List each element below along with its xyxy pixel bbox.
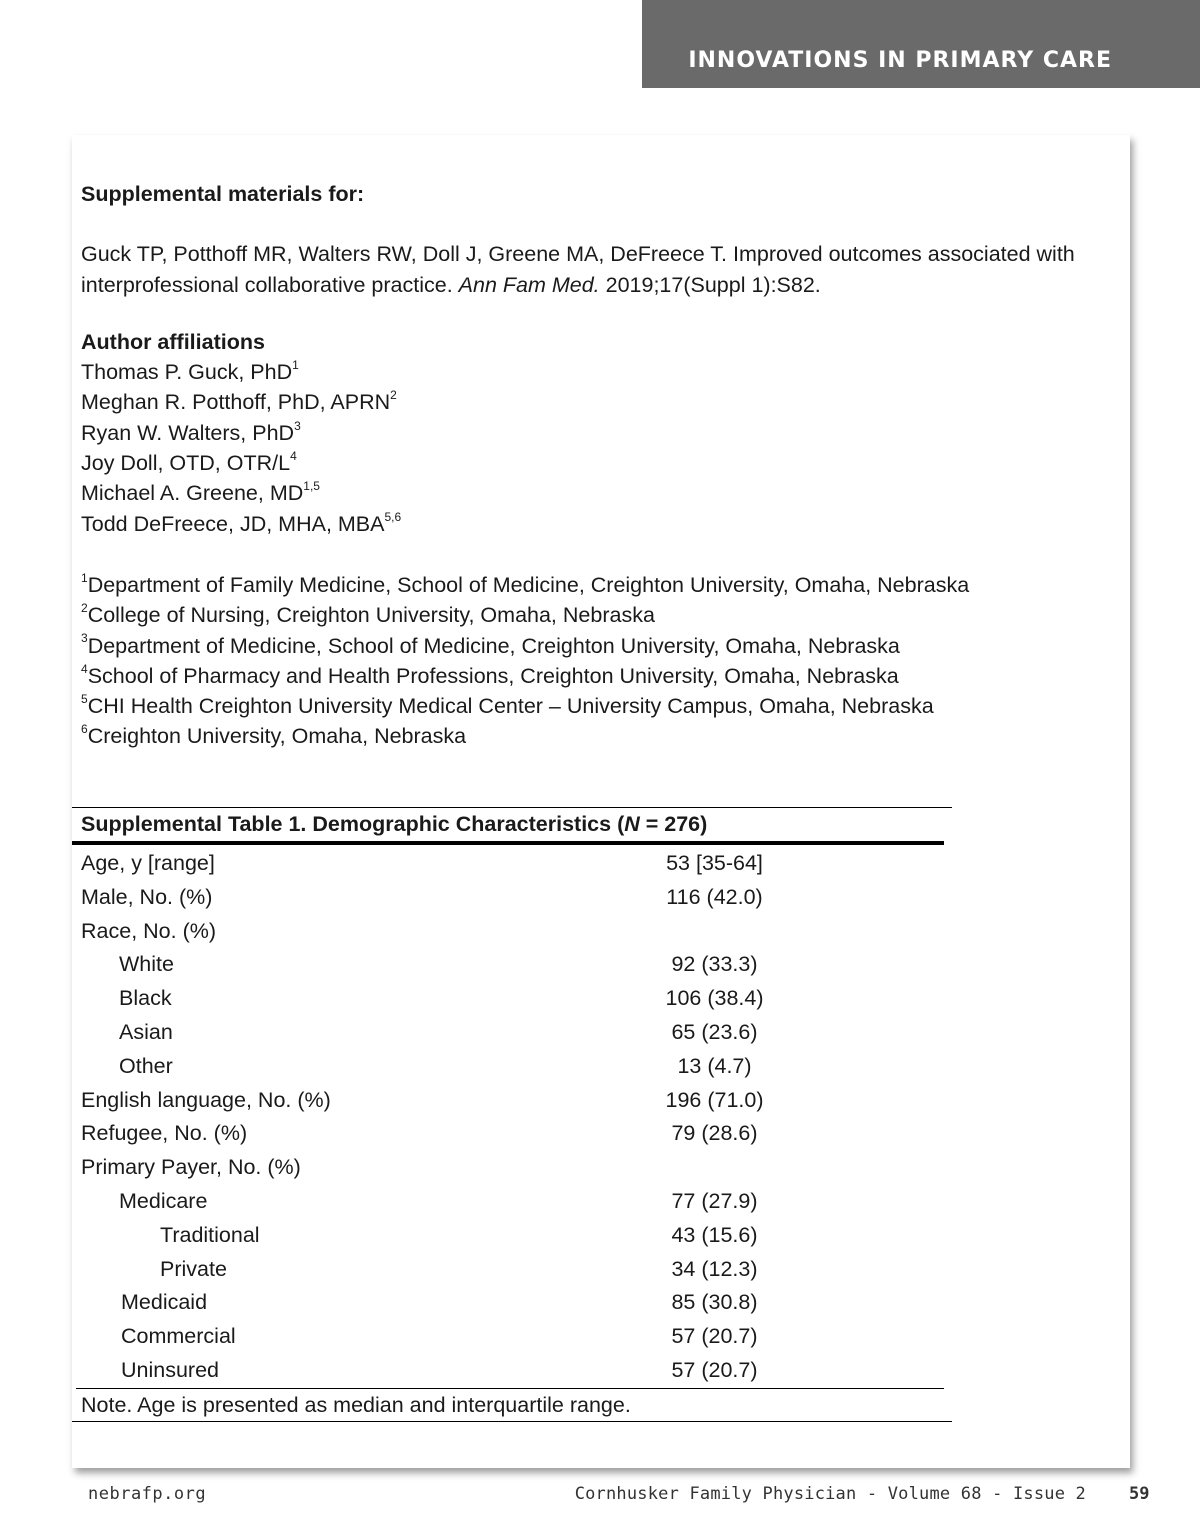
row-label: Private	[160, 1256, 227, 1281]
table-row	[72, 1016, 952, 1050]
row-value: 196 (71.0)	[665, 1087, 764, 1112]
author-line	[81, 448, 1126, 478]
author-name: Michael A. Greene, MD	[81, 481, 304, 506]
row-label: English language, No. (%)	[81, 1087, 331, 1112]
row-value: 116 (42.0)	[666, 884, 763, 909]
table-row	[72, 948, 952, 982]
supplement-heading: Supplemental materials for:	[81, 182, 365, 206]
affiliation-line	[81, 600, 1126, 630]
row-value: 57 (20.7)	[671, 1357, 758, 1382]
row-value: 34 (12.3)	[671, 1256, 758, 1281]
row-value: 53 [35-64]	[666, 851, 763, 875]
row-label: White	[119, 952, 174, 977]
affiliation-number: 6	[81, 722, 88, 737]
table-row	[72, 1050, 952, 1084]
row-label: Other	[119, 1053, 173, 1078]
table-row	[72, 1151, 952, 1185]
row-value: 43 (15.6)	[671, 1222, 758, 1247]
author-affiliation-marker: 5,6	[384, 509, 402, 524]
row-label: Age, y [range]	[81, 851, 215, 875]
author-affiliation-marker: 4	[290, 448, 297, 463]
section-banner	[642, 0, 1200, 88]
table-row	[72, 1219, 952, 1253]
row-value: 92 (33.3)	[671, 952, 758, 977]
footer-publication: Cornhusker Family Physician - Volume 68 - Issue 2	[574, 1484, 1086, 1504]
demographics-table	[72, 807, 952, 1422]
footer-site: nebrafp.org	[88, 1484, 207, 1504]
author-line	[81, 357, 1126, 387]
table-title-n: N	[624, 812, 640, 836]
author-name: Todd DeFreece, JD, MHA, MBA	[81, 511, 385, 536]
table-row	[72, 1253, 952, 1287]
affiliation-line	[81, 631, 1126, 661]
affiliation-text: Department of Family Medicine, School of Medicine, Creighton University, Omaha, Nebraska	[87, 572, 970, 597]
citation-journal: Ann Fam Med.	[458, 272, 600, 297]
table-body	[72, 845, 952, 1388]
affiliation-line	[81, 691, 1126, 721]
row-label: Race, No. (%)	[81, 918, 217, 943]
table-row	[72, 982, 952, 1016]
author-line	[81, 509, 1126, 539]
author-name: Meghan R. Potthoff, PhD, APRN	[81, 390, 391, 415]
row-label: Uninsured	[121, 1357, 219, 1382]
affiliation-text: School of Pharmacy and Health Professions, Creighton University, Omaha, Nebraska	[87, 663, 899, 688]
affiliation-number: 5	[81, 692, 88, 706]
author-affiliation-marker: 1,5	[303, 479, 320, 494]
table-row	[72, 1185, 952, 1219]
affiliation-text: College of Nursing, Creighton University, Omaha, Nebraska	[87, 603, 655, 628]
table-row	[72, 847, 952, 881]
section-title: INNOVATIONS IN PRIMARY CARE	[688, 48, 1112, 73]
table-note: Note. Age is presented as median and interquartile range.	[81, 1392, 631, 1417]
author-affiliation-marker: 1	[292, 358, 299, 373]
row-label: Commercial	[121, 1324, 236, 1349]
row-label: Traditional	[160, 1222, 260, 1247]
affiliation-line	[81, 721, 1126, 751]
table-row	[72, 915, 952, 949]
author-line	[81, 418, 1126, 448]
affiliation-text: Creighton University, Omaha, Nebraska	[87, 724, 467, 749]
row-label: Asian	[119, 1019, 173, 1044]
author-line	[81, 387, 1126, 417]
page-number: 59	[1129, 1484, 1150, 1504]
table-row	[72, 1286, 952, 1320]
affiliation-line	[81, 570, 1126, 600]
affiliation-line	[81, 661, 1126, 691]
row-value: 57 (20.7)	[671, 1324, 758, 1349]
table-row	[72, 1320, 952, 1354]
affiliation-text: CHI Health Creighton University Medical Center – University Campus, Omaha, Nebraska	[87, 694, 934, 719]
citation-tail: 2019;17(Suppl 1):S82.	[599, 272, 821, 297]
affiliation-number: 1	[81, 570, 88, 585]
row-value: 65 (23.6)	[671, 1019, 758, 1044]
table-title-prefix: Supplemental Table 1. Demographic Characteristics (	[81, 812, 625, 836]
row-label: Medicaid	[121, 1290, 208, 1315]
author-name: Joy Doll, OTD, OTR/L	[81, 451, 291, 476]
author-affiliation-marker: 3	[294, 418, 301, 433]
content-card	[72, 135, 1130, 1468]
affiliation-number: 3	[81, 631, 88, 646]
row-value: 85 (30.8)	[671, 1290, 758, 1315]
citation-main: Guck TP, Potthoff MR, Walters RW, Doll J, Greene MA, DeFreece T. Improved outcomes associated with interprofessional collaborative practice.	[81, 242, 1075, 297]
citation	[81, 239, 1126, 300]
row-label: Black	[119, 986, 172, 1011]
author-affiliations-heading: Author affiliations	[81, 329, 265, 354]
table-title	[72, 807, 952, 841]
row-label: Primary Payer, No. (%)	[81, 1155, 301, 1180]
author-affiliation-marker: 2	[390, 388, 397, 403]
affiliation-number: 4	[81, 661, 88, 676]
supplement-content	[81, 179, 1126, 752]
table-row	[72, 1084, 952, 1118]
author-name: Ryan W. Walters, PhD	[81, 420, 295, 445]
row-label: Medicare	[119, 1188, 208, 1213]
row-value: 13 (4.7)	[677, 1053, 752, 1078]
author-line	[81, 478, 1126, 508]
table-title-suffix: = 276)	[639, 812, 708, 836]
table-row	[72, 1354, 952, 1388]
author-name: Thomas P. Guck, PhD	[81, 360, 293, 385]
affiliation-number: 2	[81, 601, 88, 616]
row-label: Refugee, No. (%)	[81, 1121, 248, 1146]
row-value: 79 (28.6)	[671, 1121, 758, 1146]
row-value: 106 (38.4)	[665, 986, 764, 1011]
affiliation-text: Department of Medicine, School of Medicine, Creighton University, Omaha, Nebraska	[87, 633, 900, 658]
row-value: 77 (27.9)	[671, 1188, 758, 1213]
table-bottom-rule	[72, 1421, 952, 1422]
row-label: Male, No. (%)	[81, 884, 213, 909]
table-row	[72, 881, 952, 915]
table-row	[72, 1117, 952, 1151]
